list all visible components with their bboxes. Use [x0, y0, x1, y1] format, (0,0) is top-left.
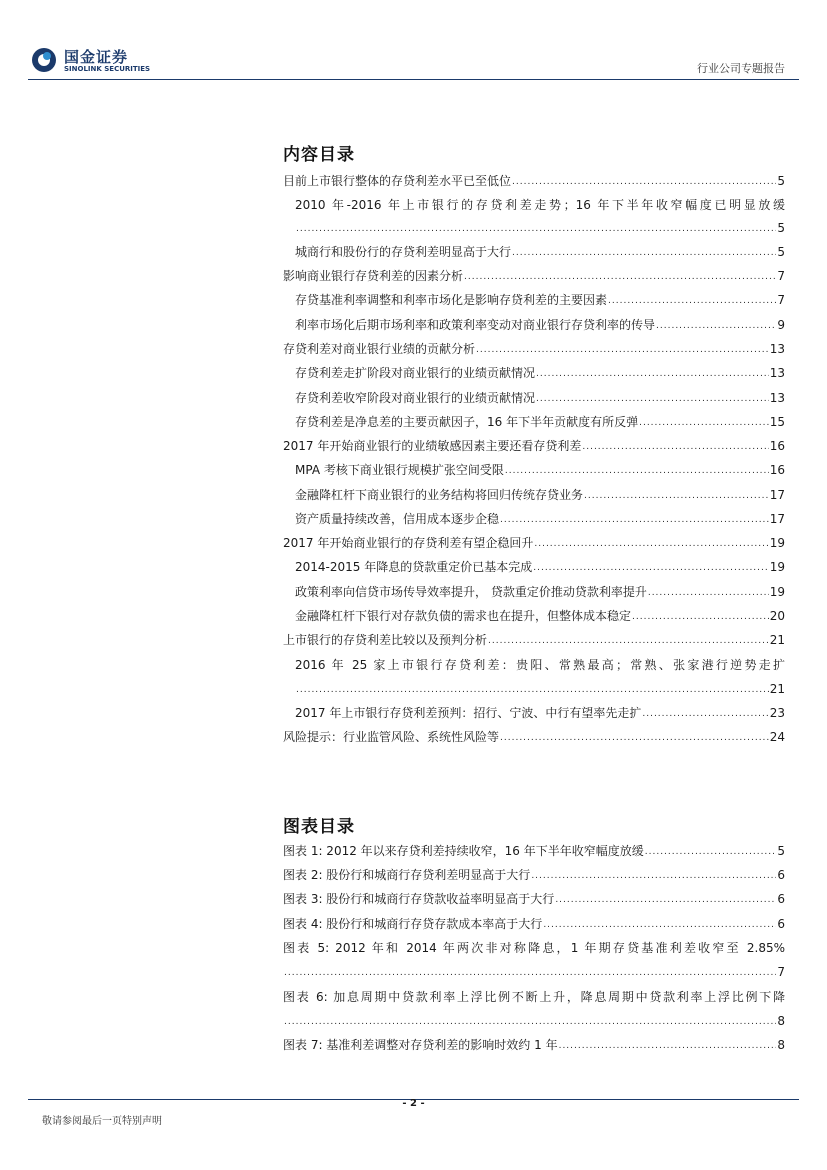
toc-entry[interactable]: 2017 年开始商业银行的业绩敏感因素主要还看存贷利差 ..... 16: [283, 433, 785, 453]
sinolink-logo-icon: [30, 46, 58, 74]
figure-entry-wrap-line2[interactable]: ..... 7: [283, 959, 785, 979]
toc-entry[interactable]: 存贷利差走扩阶段对商业银行的业绩贡献情况 ..... 13: [295, 360, 785, 380]
figure-entry-wrap-line1[interactable]: 图表 5: 2012 年和 2014 年两次非对称降息，1 年期存贷基准利差收窄至 2.85%: [283, 941, 785, 955]
toc-entry-wrap-line2[interactable]: ..... 5: [295, 215, 785, 235]
header-divider: [28, 79, 799, 80]
toc-entry[interactable]: 存贷利差是净息差的主要贡献因子，16 年下半年贡献度有所反弹 ..... 15: [295, 409, 785, 429]
figure-entry[interactable]: 图表 4: 股份行和城商行存贷存款成本率高于大行 ..... 6: [283, 911, 785, 931]
toc-entry[interactable]: 政策利率向信贷市场传导效率提升， 贷款重定价推动贷款利率提升 ..... 19: [295, 579, 785, 599]
toc-entry[interactable]: 影响商业银行存贷利差的因素分析 ..... 7: [283, 263, 785, 283]
figure-entry[interactable]: 图表 2: 股份行和城商行存贷利差明显高于大行 ..... 6: [283, 862, 785, 882]
brand-logo: [30, 46, 180, 78]
figure-entry-wrap-line2[interactable]: ..... 8: [283, 1008, 785, 1028]
brand-name-en: SINOLINK SECURITIES: [64, 65, 151, 73]
brand-name-cn: 国金证券: [64, 48, 129, 66]
toc-entry[interactable]: 存贷利差对商业银行业绩的贡献分析 ..... 13: [283, 336, 785, 356]
figures-title: 图表目录: [283, 817, 355, 837]
toc-entry-wrap-line2[interactable]: ..... 21: [295, 676, 785, 696]
toc-entry[interactable]: 金融降杠杆下商业银行的业务结构将回归传统存贷业务 ..... 17: [295, 482, 785, 502]
figure-entry[interactable]: 图表 3: 股份行和城商行存贷款收益率明显高于大行 ..... 6: [283, 886, 785, 906]
figure-entry-wrap-line1[interactable]: 图表 6: 加息周期中贷款利率上浮比例不断上升，降息周期中贷款利率上浮比例下降: [283, 990, 785, 1004]
toc-entry[interactable]: 上市银行的存贷利差比较以及预判分析 ..... 21: [283, 627, 785, 647]
toc-entry[interactable]: 2017 年上市银行存贷利差预判：招行、宁波、中行有望率先走扩 ..... 23: [295, 700, 785, 720]
report-type: 行业公司专题报告: [697, 62, 785, 75]
toc-entry[interactable]: 城商行和股份行的存贷利差明显高于大行 ..... 5: [295, 239, 785, 259]
toc-entry-wrap-line1[interactable]: 2010 年-2016 年上市银行的存贷利差走势；16 年下半年收窄幅度已明显放缓: [295, 198, 785, 212]
toc-entry[interactable]: 存贷基准利率调整和利率市场化是影响存贷利差的主要因素 ..... 7: [295, 287, 785, 307]
toc-entry[interactable]: MPA 考核下商业银行规模扩张空间受限 ..... 16: [295, 457, 785, 477]
toc-entry[interactable]: 目前上市银行整体的存贷利差水平已至低位 ..... 5: [283, 168, 785, 188]
page-number: - 2 -: [402, 1098, 425, 1109]
toc-entry[interactable]: 2017 年开始商业银行的存贷利差有望企稳回升 ..... 19: [283, 530, 785, 550]
toc-entry[interactable]: 2014-2015 年降息的贷款重定价已基本完成 ..... 19: [295, 554, 785, 574]
toc-title: 内容目录: [283, 145, 355, 165]
figure-entry[interactable]: 图表 1: 2012 年以来存贷利差持续收窄，16 年下半年收窄幅度放缓 ..... 5: [283, 838, 785, 858]
toc-entry[interactable]: 资产质量持续改善，信用成本逐步企稳 ..... 17: [295, 506, 785, 526]
toc-entry[interactable]: 利率市场化后期市场利率和政策利率变动对商业银行存贷利率的传导 ..... 9: [295, 312, 785, 332]
toc-entry[interactable]: 存贷利差收窄阶段对商业银行的业绩贡献情况 ..... 13: [295, 385, 785, 405]
disclaimer-note: 敬请参阅最后一页特别声明: [42, 1116, 162, 1127]
toc-entry-wrap-line1[interactable]: 2016 年 25 家上市银行存贷利差：贵阳、常熟最高；常熟、张家港行逆势走扩: [295, 658, 785, 672]
figure-entry[interactable]: 图表 7: 基准利差调整对存贷利差的影响时效约 1 年 ..... 8: [283, 1032, 785, 1052]
toc-entry[interactable]: 风险提示：行业监管风险、系统性风险等 ..... 24: [283, 724, 785, 744]
toc-entry[interactable]: 金融降杠杆下银行对存款负债的需求也在提升，但整体成本稳定 ..... 20: [295, 603, 785, 623]
